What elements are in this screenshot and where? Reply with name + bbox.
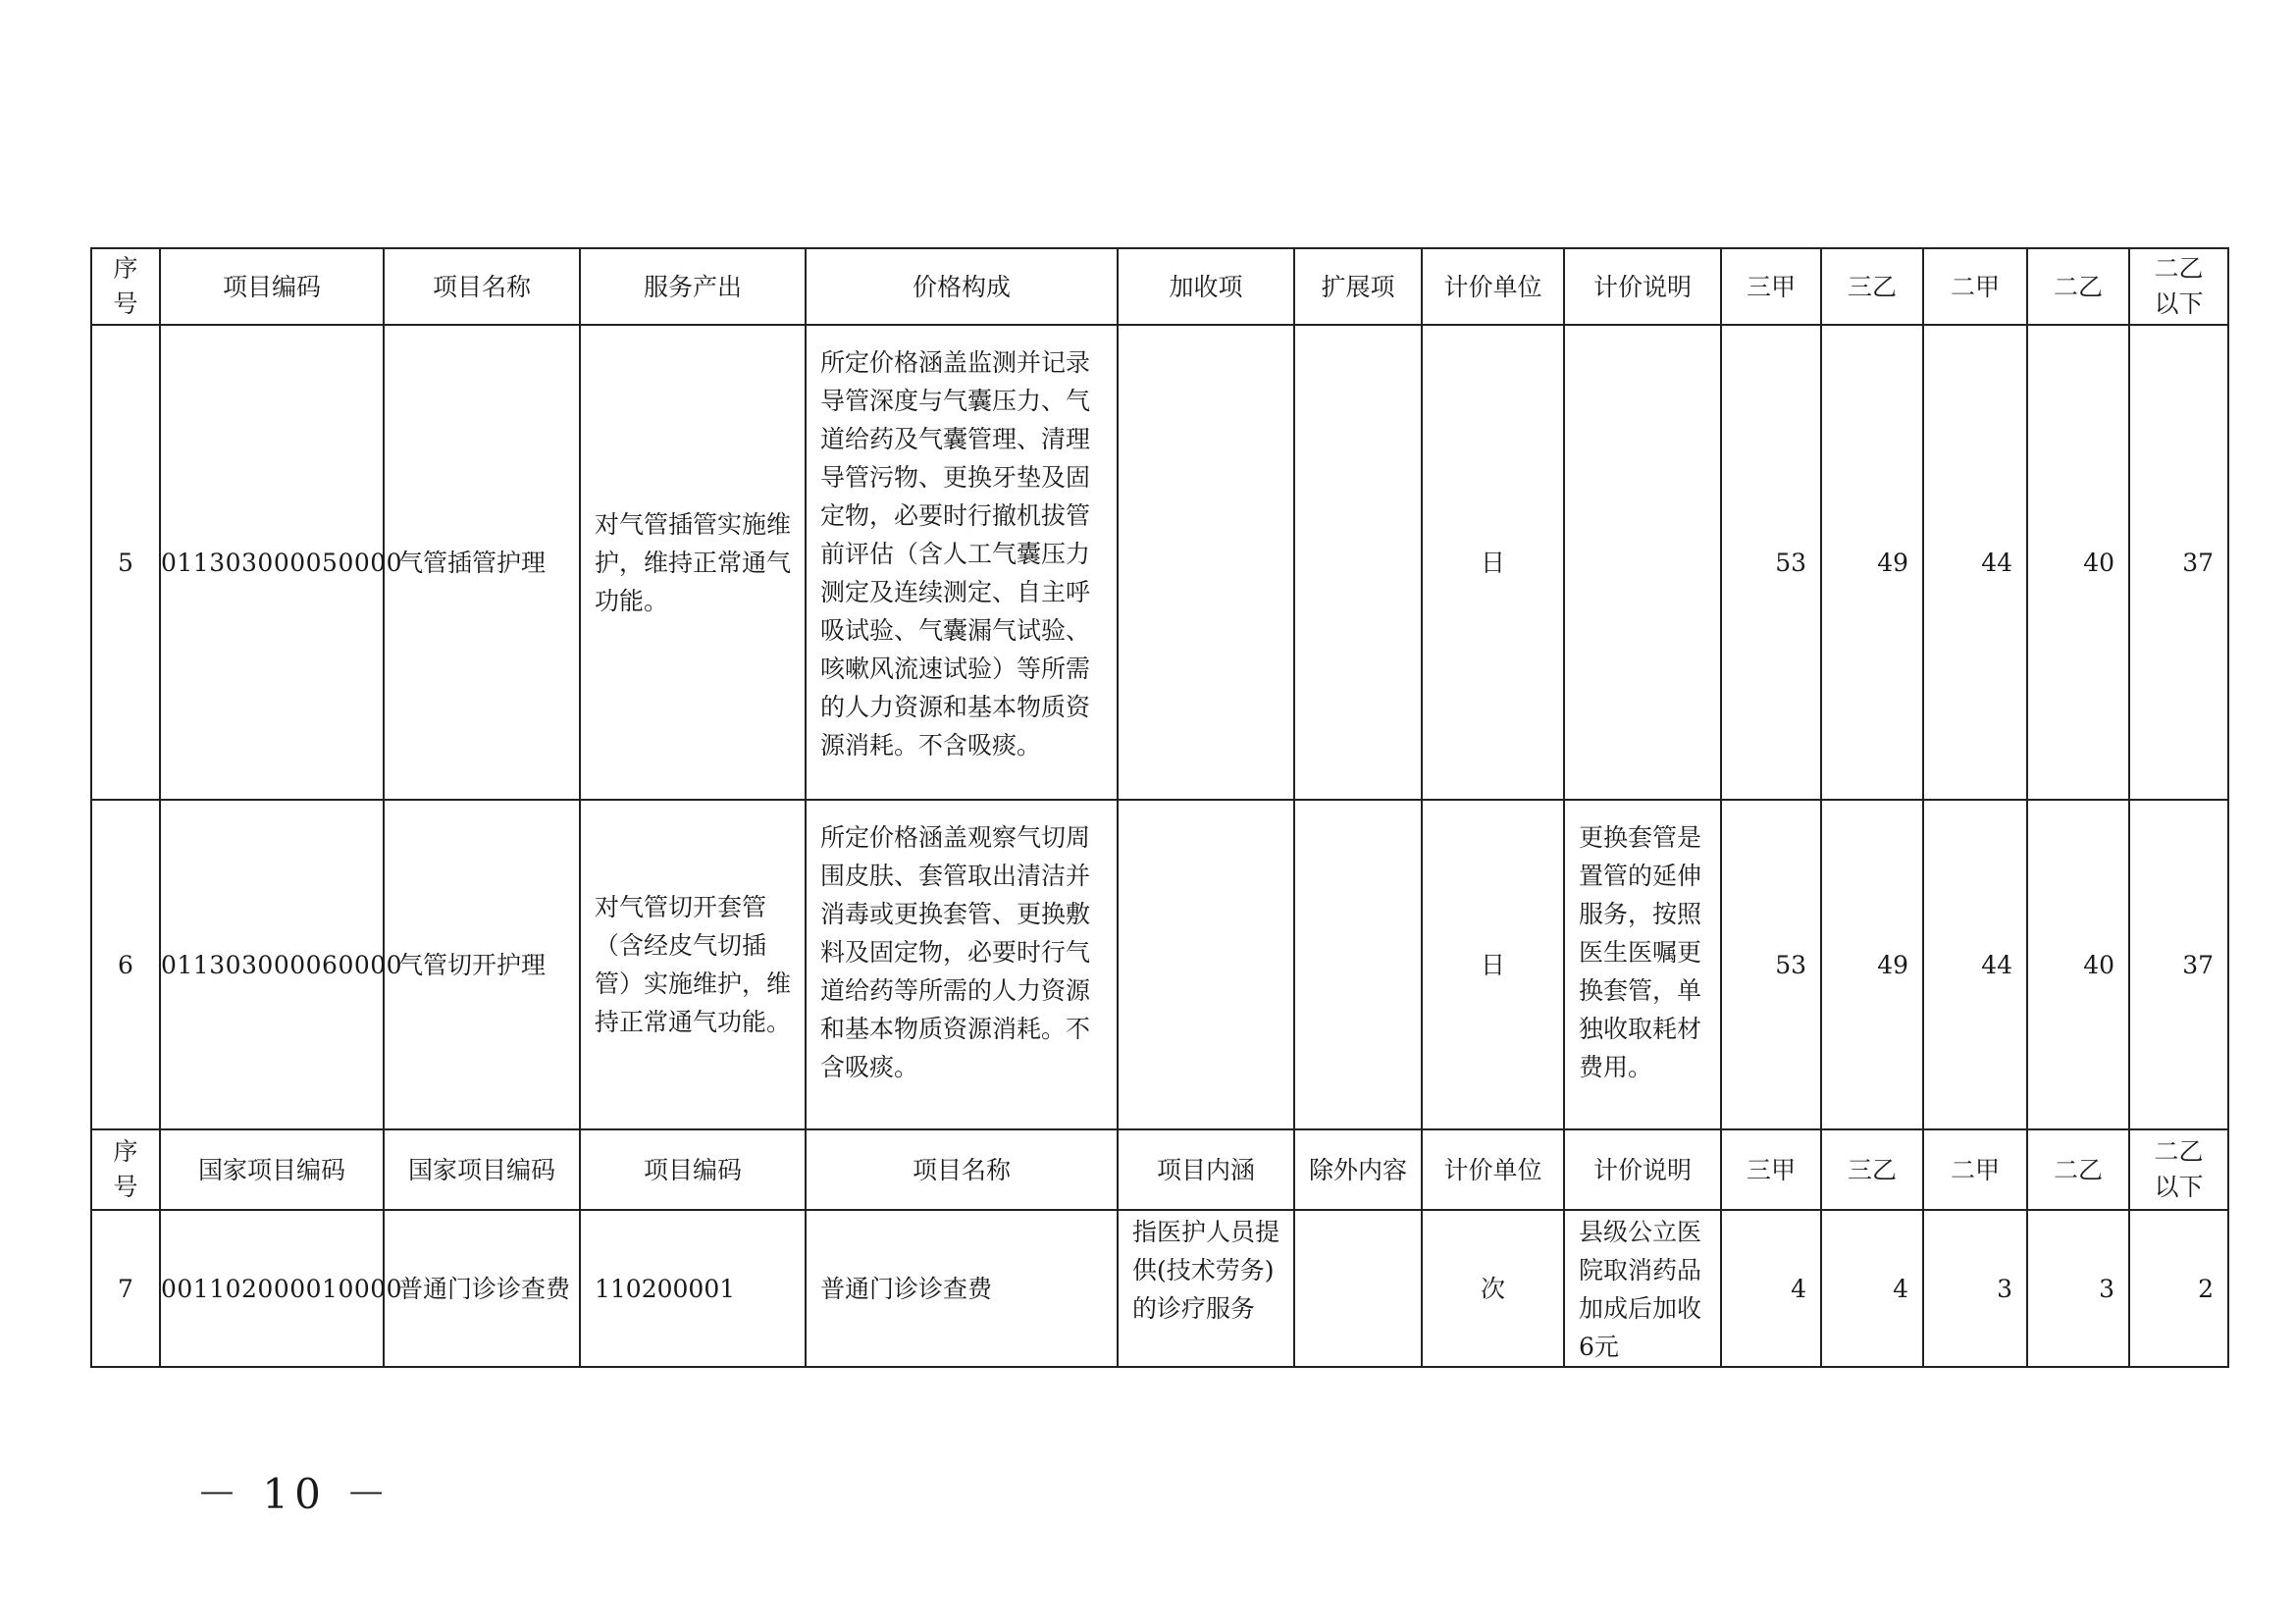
cell-price-grade-1: 53 xyxy=(1721,800,1821,1129)
subheader-grade-1: 三甲 xyxy=(1721,1129,1821,1210)
header-grade-3: 二甲 xyxy=(1923,248,2027,325)
table-subheader-row xyxy=(91,1129,2228,1210)
cell-unit: 次 xyxy=(1422,1210,1564,1367)
header-seq xyxy=(91,248,160,325)
header-price-composition: 价格构成 xyxy=(806,248,1118,325)
price-table-container xyxy=(90,247,2227,1368)
cell-pricing-note xyxy=(1564,325,1721,800)
subheader-grade-3: 二甲 xyxy=(1923,1129,2027,1210)
subheader-grade-5-top: 二乙 xyxy=(2154,1136,2204,1166)
cell-surcharge xyxy=(1118,800,1294,1129)
cell-price-composition: 所定价格涵盖监测并记录导管深度与气囊压力、气道给药及气囊管理、清理导管污物、更换牙垫及固定物，必要时行撤机拔管前评估（含人工气囊压力测定及连续测定、自主呼吸试验、气囊漏气试验、咳嗽风流速试验）等所需的人力资源和基本物质资源消耗。不含吸痰。 xyxy=(806,325,1118,800)
cell-name: 气管插管护理 xyxy=(384,325,580,800)
subheader-pricing-note: 计价说明 xyxy=(1564,1129,1721,1210)
cell-service-output: 对气管插管实施维护，维持正常通气功能。 xyxy=(580,325,806,800)
header-seq-bottom: 号 xyxy=(113,288,138,318)
page-number: － 10 － xyxy=(196,1470,393,1518)
cell-price-composition: 所定价格涵盖观察气切周围皮肤、套管取出清洁并消毒或更换套管、更换敷料及固定物，必要时行气道给药等所需的人力资源和基本物质资源消耗。不含吸痰。 xyxy=(806,800,1118,1129)
subheader-seq xyxy=(91,1129,160,1210)
header-grade-2: 三乙 xyxy=(1821,248,1923,325)
header-grade-5-bottom: 以下 xyxy=(2154,288,2204,318)
cell-price-grade-4: 40 xyxy=(2027,800,2129,1129)
cell-seq: 5 xyxy=(91,325,160,800)
cell-extension xyxy=(1294,800,1422,1129)
cell-national-name: 普通门诊诊查费 xyxy=(384,1210,580,1367)
header-extension: 扩展项 xyxy=(1294,248,1422,325)
header-name: 项目名称 xyxy=(384,248,580,325)
cell-price-grade-1: 4 xyxy=(1721,1210,1821,1367)
subheader-grade-2: 三乙 xyxy=(1821,1129,1923,1210)
cell-unit: 日 xyxy=(1422,800,1564,1129)
table-row xyxy=(91,1210,2228,1367)
cell-price-grade-5: 2 xyxy=(2129,1210,2228,1367)
header-code: 项目编码 xyxy=(160,248,384,325)
cell-seq: 6 xyxy=(91,800,160,1129)
cell-surcharge xyxy=(1118,325,1294,800)
table-header-row xyxy=(91,248,2228,325)
cell-price-grade-4: 3 xyxy=(2027,1210,2129,1367)
subheader-national-code-1: 国家项目编码 xyxy=(160,1129,384,1210)
header-service-output: 服务产出 xyxy=(580,248,806,325)
price-table xyxy=(90,247,2229,1368)
cell-code: 011303000050000 xyxy=(160,325,384,800)
cell-price-grade-5: 37 xyxy=(2129,325,2228,800)
cell-price-grade-1: 53 xyxy=(1721,325,1821,800)
cell-price-grade-4: 40 xyxy=(2027,325,2129,800)
header-grade-5-top: 二乙 xyxy=(2154,253,2204,283)
cell-price-grade-3: 44 xyxy=(1923,325,2027,800)
cell-national-code: 001102000010000 xyxy=(160,1210,384,1367)
header-seq-top: 序 xyxy=(113,253,138,283)
subheader-national-code-2: 国家项目编码 xyxy=(384,1129,580,1210)
cell-connotation: 指医护人员提供(技术劳务)的诊疗服务 xyxy=(1118,1210,1294,1367)
cell-price-grade-2: 49 xyxy=(1821,800,1923,1129)
header-unit: 计价单位 xyxy=(1422,248,1564,325)
table-row xyxy=(91,800,2228,1129)
header-pricing-note: 计价说明 xyxy=(1564,248,1721,325)
cell-price-grade-5: 37 xyxy=(2129,800,2228,1129)
cell-price-grade-3: 44 xyxy=(1923,800,2027,1129)
subheader-grade-5 xyxy=(2129,1129,2228,1210)
cell-unit: 日 xyxy=(1422,325,1564,800)
cell-code: 011303000060000 xyxy=(160,800,384,1129)
header-grade-1: 三甲 xyxy=(1721,248,1821,325)
cell-code: 110200001 xyxy=(580,1210,806,1367)
cell-exclusions xyxy=(1294,1210,1422,1367)
cell-pricing-note: 县级公立医院取消药品加成后加收6元 xyxy=(1564,1210,1721,1367)
subheader-name: 项目名称 xyxy=(806,1129,1118,1210)
subheader-grade-5-bottom: 以下 xyxy=(2154,1172,2204,1201)
header-grade-5 xyxy=(2129,248,2228,325)
subheader-code: 项目编码 xyxy=(580,1129,806,1210)
subheader-seq-top: 序 xyxy=(113,1136,138,1166)
cell-pricing-note: 更换套管是置管的延伸服务，按照医生医嘱更换套管，单独收取耗材费用。 xyxy=(1564,800,1721,1129)
subheader-unit: 计价单位 xyxy=(1422,1129,1564,1210)
subheader-exclusions: 除外内容 xyxy=(1294,1129,1422,1210)
table-row xyxy=(91,325,2228,800)
header-surcharge: 加收项 xyxy=(1118,248,1294,325)
subheader-seq-bottom: 号 xyxy=(113,1172,138,1201)
cell-name: 气管切开护理 xyxy=(384,800,580,1129)
cell-price-grade-3: 3 xyxy=(1923,1210,2027,1367)
header-grade-4: 二乙 xyxy=(2027,248,2129,325)
cell-extension xyxy=(1294,325,1422,800)
cell-service-output: 对气管切开套管（含经皮气切插管）实施维护，维持正常通气功能。 xyxy=(580,800,806,1129)
cell-price-grade-2: 4 xyxy=(1821,1210,1923,1367)
cell-price-grade-2: 49 xyxy=(1821,325,1923,800)
subheader-connotation: 项目内涵 xyxy=(1118,1129,1294,1210)
subheader-grade-4: 二乙 xyxy=(2027,1129,2129,1210)
cell-name: 普通门诊诊查费 xyxy=(806,1210,1118,1367)
cell-seq: 7 xyxy=(91,1210,160,1367)
